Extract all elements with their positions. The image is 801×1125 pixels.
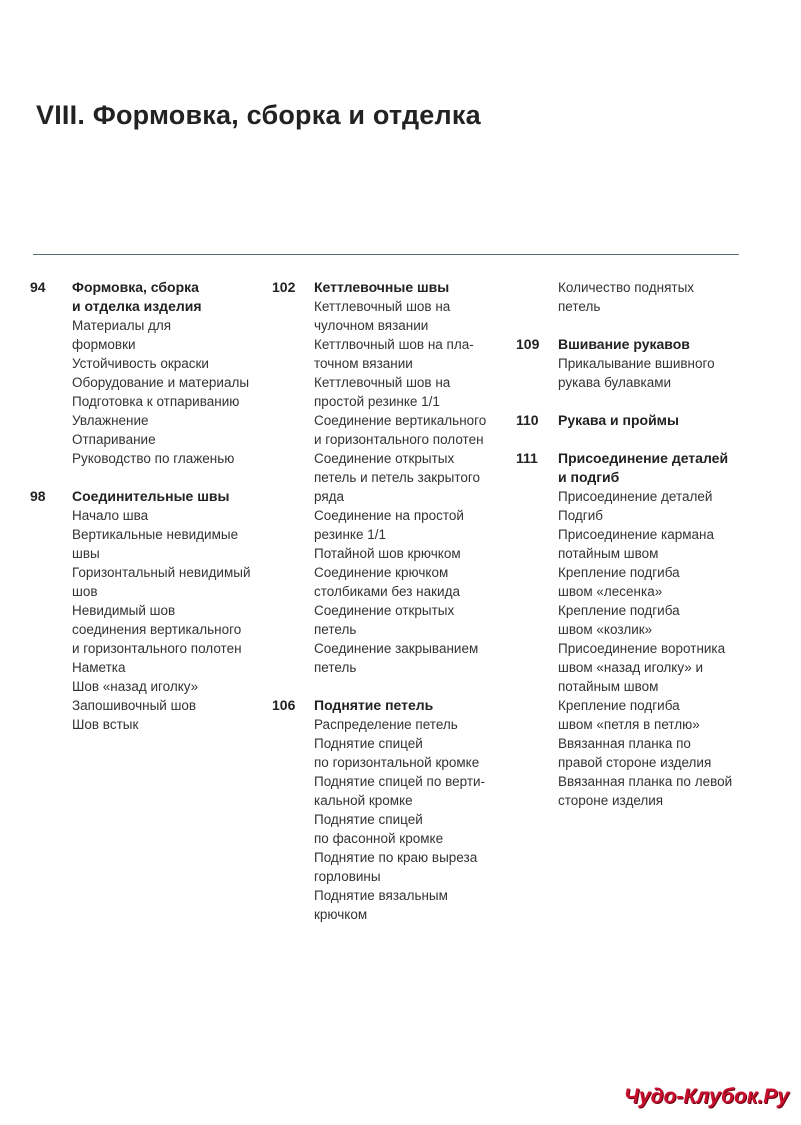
toc-column-2	[272, 278, 510, 924]
toc-section	[516, 411, 756, 430]
toc-item: Поднятие спицей по горизонтальной кромке	[314, 736, 480, 770]
toc-item: Поднятие вязальным крючком	[314, 888, 448, 922]
toc-item: Соединение на простой резинке 1/1	[314, 508, 464, 542]
toc-item: Поднятие спицей по верти- кальной кромке	[314, 774, 486, 808]
toc-item: Отпаривание	[72, 432, 156, 447]
page-number: 111	[516, 450, 538, 466]
toc-item: Невидимый шов соединения вертикального и горизонтального полотен	[72, 603, 242, 656]
toc-item: Увлажнение	[72, 413, 149, 428]
section-title: Кеттлевочные швы	[314, 279, 450, 295]
watermark: Чудо-Клубок.Ру	[624, 1085, 789, 1108]
toc-item: Соединение вертикального и горизонтального полотен	[314, 413, 487, 447]
toc-item: Крепление подгиба швом «петля в петлю»	[558, 698, 700, 732]
page-number: 110	[516, 412, 539, 428]
toc-item: Присоединение деталей	[558, 489, 713, 504]
toc-item: Наметка	[72, 660, 126, 675]
section-title: Соединительные швы	[72, 488, 230, 504]
section-title: Присоединение деталей и подгиб	[558, 450, 729, 485]
toc-item: Материалы для формовки	[72, 318, 172, 352]
toc-section	[516, 335, 756, 392]
toc-column-3	[516, 278, 756, 810]
chapter-title: VIII. Формовка, сборка и отделка	[36, 100, 481, 130]
toc-item: Прикалывание вшивного рукава булавками	[558, 356, 715, 390]
toc-item: Вертикальные невидимые швы	[72, 527, 239, 561]
toc-item: Шов «назад иголку»	[72, 679, 199, 694]
toc-section	[30, 278, 262, 468]
toc-item: Поднятие по краю выреза горловины	[314, 850, 478, 884]
toc-item: Соединение открытых петель	[314, 603, 455, 637]
toc-item: Ввязанная планка по левой стороне изделия	[558, 774, 733, 808]
toc-item: Запошивочный шов	[72, 698, 197, 713]
toc-item: Соединение открытых петель и петель закрытого ряда	[314, 451, 481, 504]
toc-item: Количество поднятых петель	[558, 280, 695, 314]
toc-item: Подгиб	[558, 508, 603, 523]
toc-section	[30, 487, 262, 734]
toc-item: Горизонтальный невидимый шов	[72, 565, 251, 599]
page-number: 109	[516, 336, 540, 352]
toc-section	[272, 278, 510, 677]
toc-item: Кеттлвочный шов на пла- точном вязании	[314, 337, 474, 371]
toc-item: Крепление подгиба швом «лесенка»	[558, 565, 680, 599]
toc-item: Потайной шов крючком	[314, 546, 461, 561]
toc-item: Шов встык	[72, 717, 139, 732]
toc-item: Кеттлевочный шов на простой резинке 1/1	[314, 375, 451, 409]
toc-item: Руководство по глаженью	[72, 451, 235, 466]
section-title: Вшивание рукавов	[558, 336, 690, 352]
page-number: 98	[30, 488, 46, 504]
toc-item: Крепление подгиба швом «козлик»	[558, 603, 680, 637]
toc-item: Начало шва	[72, 508, 149, 523]
toc-item: Присоединение кармана потайным швом	[558, 527, 714, 561]
section-title: Рукава и проймы	[558, 412, 679, 428]
toc-item: Распределение петель	[314, 717, 458, 732]
toc-section-continued	[516, 278, 756, 316]
toc-item: Соединение закрыванием петель	[314, 641, 479, 675]
toc-item: Устойчивость окраски	[72, 356, 209, 371]
divider	[33, 254, 739, 255]
toc-item: Соединение крючком столбиками без накида	[314, 565, 460, 599]
page-number: 106	[272, 697, 296, 713]
toc-item: Присоединение воротника швом «назад иголку» и потайным швом	[558, 641, 726, 694]
section-title: Формовка, сборка и отделка изделия	[72, 279, 202, 314]
toc-item: Кеттлевочный шов на чулочном вязании	[314, 299, 451, 333]
page-number: 102	[272, 279, 296, 295]
toc-item: Поднятие спицей по фасонной кромке	[314, 812, 444, 846]
toc-column-1	[30, 278, 262, 734]
page-number: 94	[30, 279, 46, 295]
toc-item: Оборудование и материалы	[72, 375, 250, 390]
toc-item: Ввязанная планка по правой стороне изделия	[558, 736, 712, 770]
toc-section	[516, 449, 756, 810]
toc-section	[272, 696, 510, 924]
section-title: Поднятие петель	[314, 697, 434, 713]
toc-item: Подготовка к отпариванию	[72, 394, 240, 409]
